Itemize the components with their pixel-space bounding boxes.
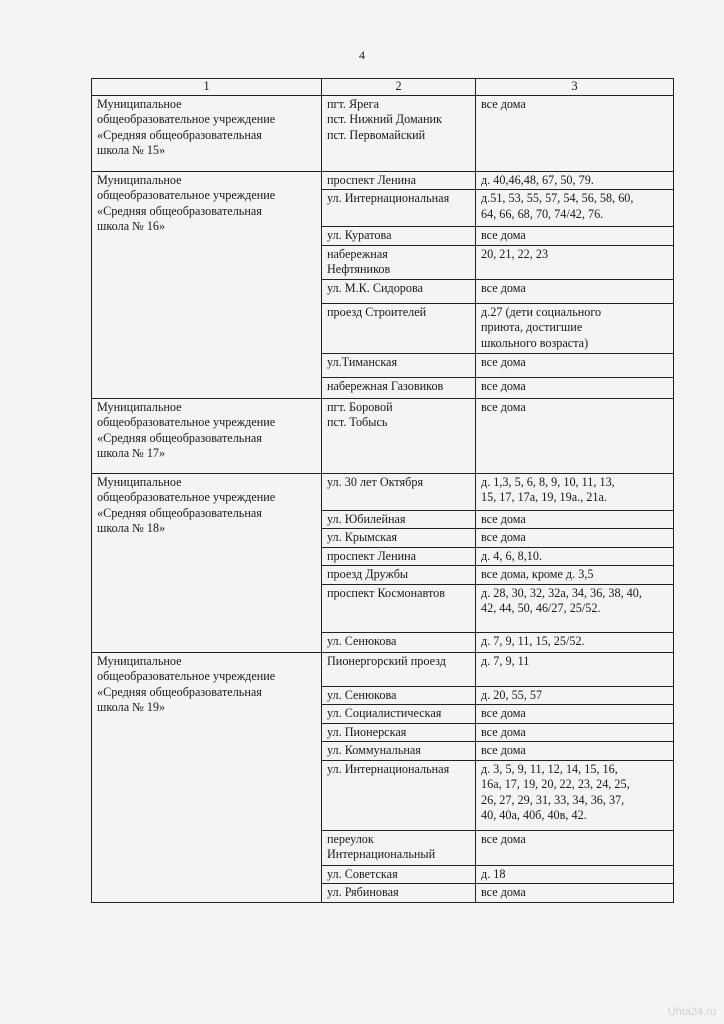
- street-cell: набережная Нефтяников: [322, 245, 476, 279]
- houses-cell: д. 40,46,48, 67, 50, 79.: [476, 171, 674, 190]
- houses-cell: все дома: [476, 398, 674, 473]
- houses-cell: все дома: [476, 279, 674, 303]
- houses-cell: д. 7, 9, 11, 15, 25/52.: [476, 632, 674, 652]
- table-row: [92, 652, 674, 686]
- street-cell: ул. Интернациональная: [322, 190, 476, 227]
- houses-cell: д. 18: [476, 865, 674, 884]
- street-cell: ул. Куратова: [322, 227, 476, 246]
- street-cell: ул. Крымская: [322, 529, 476, 548]
- houses-cell: все дома: [476, 705, 674, 724]
- houses-cell: все дома: [476, 353, 674, 377]
- street-cell: ул. Социалистическая: [322, 705, 476, 724]
- houses-cell: все дома: [476, 227, 674, 246]
- houses-cell: д. 28, 30, 32, 32а, 34, 36, 38, 40, 42, 44, 50, 46/27, 25/52.: [476, 584, 674, 632]
- street-cell: ул. Советская: [322, 865, 476, 884]
- houses-cell: все дома: [476, 510, 674, 529]
- street-cell: ул. 30 лет Октября: [322, 473, 476, 510]
- column-header-3: 3: [476, 79, 674, 96]
- header-row: [92, 79, 674, 96]
- houses-cell: все дома: [476, 723, 674, 742]
- street-cell: проспект Ленина: [322, 171, 476, 190]
- houses-cell: д. 7, 9, 11: [476, 652, 674, 686]
- street-cell: пгт. Ярега пст. Нижний Доманик пст. Первомайский: [322, 95, 476, 171]
- houses-cell: д. 3, 5, 9, 11, 12, 14, 15, 16, 16а, 17, 19, 20, 22, 23, 24, 25, 26, 27, 29, 31, 33, 34, 36, 37, 40, 40а, 40б, 40в, 42.: [476, 760, 674, 830]
- houses-cell: все дома, кроме д. 3,5: [476, 566, 674, 585]
- street-cell: проспект Космонавтов: [322, 584, 476, 632]
- street-cell: ул. Сенюкова: [322, 632, 476, 652]
- school-name: Муниципальное общеобразовательное учреждение «Средняя общеобразовательная школа № 17»: [92, 398, 322, 473]
- houses-cell: д.27 (дети социального приюта, достигшие школьного возраста): [476, 303, 674, 353]
- houses-cell: д. 1,3, 5, 6, 8, 9, 10, 11, 13, 15, 17, 17а, 19, 19а., 21а.: [476, 473, 674, 510]
- street-cell: Пионергорский проезд: [322, 652, 476, 686]
- table-row: [92, 398, 674, 473]
- houses-cell: все дома: [476, 830, 674, 865]
- street-cell: проезд Строителей: [322, 303, 476, 353]
- street-cell: ул. Юбилейная: [322, 510, 476, 529]
- houses-cell: д. 4, 6, 8,10.: [476, 547, 674, 566]
- houses-cell: все дома: [476, 529, 674, 548]
- houses-cell: все дома: [476, 884, 674, 903]
- street-cell: ул. Сенюкова: [322, 686, 476, 705]
- houses-cell: все дома: [476, 377, 674, 398]
- street-cell: проезд Дружбы: [322, 566, 476, 585]
- street-cell: ул.Тиманская: [322, 353, 476, 377]
- school-name: Муниципальное общеобразовательное учреждение «Средняя общеобразовательная школа № 16»: [92, 171, 322, 398]
- street-cell: переулок Интернациональный: [322, 830, 476, 865]
- table-row: [92, 171, 674, 190]
- table-body: [92, 95, 674, 902]
- street-cell: ул. М.К. Сидорова: [322, 279, 476, 303]
- street-cell: ул. Пионерская: [322, 723, 476, 742]
- table-row: [92, 95, 674, 171]
- school-name: Муниципальное общеобразовательное учреждение «Средняя общеобразовательная школа № 18»: [92, 473, 322, 652]
- school-districts-table: [91, 78, 674, 903]
- street-cell: ул. Интернациональная: [322, 760, 476, 830]
- houses-cell: 20, 21, 22, 23: [476, 245, 674, 279]
- street-cell: проспект Ленина: [322, 547, 476, 566]
- houses-cell: д.51, 53, 55, 57, 54, 56, 58, 60, 64, 66, 68, 70, 74/42, 76.: [476, 190, 674, 227]
- houses-cell: все дома: [476, 95, 674, 171]
- school-name: Муниципальное общеобразовательное учреждение «Средняя общеобразовательная школа № 19»: [92, 652, 322, 902]
- street-cell: ул. Коммунальная: [322, 742, 476, 761]
- watermark: Uhta24.ru: [667, 1006, 716, 1018]
- school-name: Муниципальное общеобразовательное учреждение «Средняя общеобразовательная школа № 15»: [92, 95, 322, 171]
- houses-cell: д. 20, 55, 57: [476, 686, 674, 705]
- table-row: [92, 473, 674, 510]
- street-cell: ул. Рябиновая: [322, 884, 476, 903]
- street-cell: пгт. Боровой пст. Тобысь: [322, 398, 476, 473]
- column-header-2: 2: [322, 79, 476, 96]
- street-cell: набережная Газовиков: [322, 377, 476, 398]
- houses-cell: все дома: [476, 742, 674, 761]
- page-number: 4: [359, 48, 365, 62]
- column-header-1: 1: [92, 79, 322, 96]
